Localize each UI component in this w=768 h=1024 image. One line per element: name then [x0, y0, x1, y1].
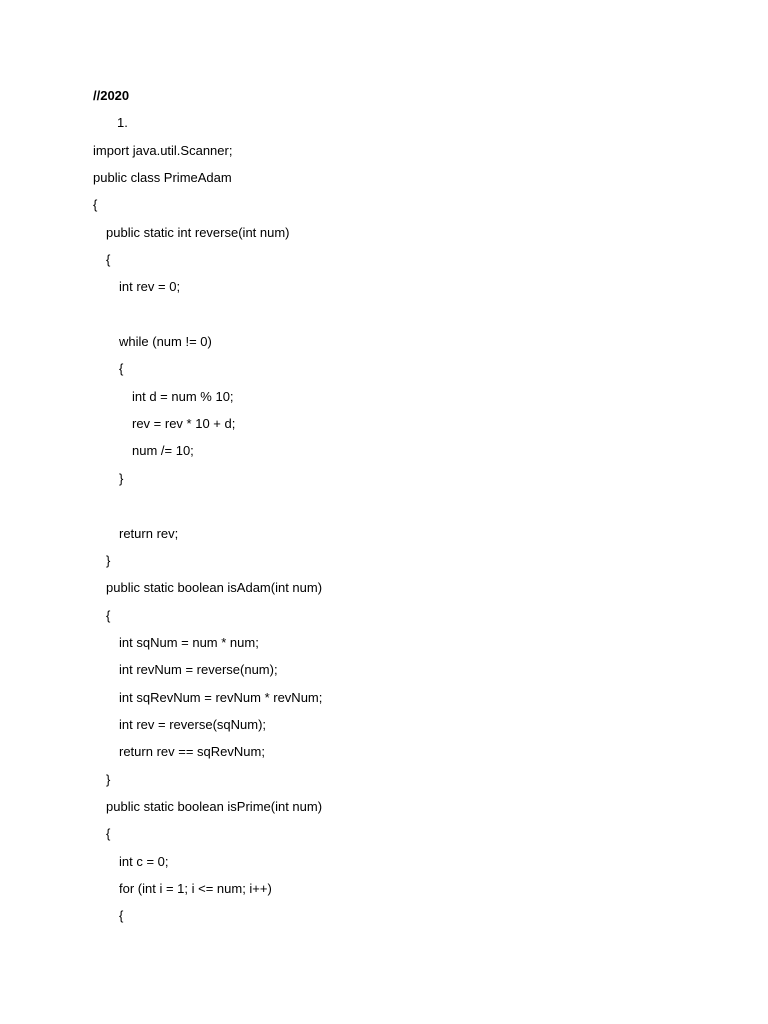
- code-line: {: [106, 252, 111, 268]
- code-line: return rev;: [119, 525, 179, 541]
- code-line: public class PrimeAdam: [93, 170, 232, 186]
- code-line: public static boolean isPrime(int num): [106, 798, 323, 814]
- code-line: import java.util.Scanner;: [93, 142, 233, 158]
- code-line: {: [106, 607, 111, 623]
- code-line: num /= 10;: [132, 443, 194, 459]
- code-line: int revNum = reverse(num);: [119, 662, 278, 678]
- code-line: }: [106, 552, 111, 568]
- code-line: {: [93, 197, 98, 213]
- code-line: }: [106, 771, 111, 787]
- code-line: int sqRevNum = revNum * revNum;: [119, 689, 323, 705]
- code-line: [93, 496, 713, 523]
- code-line: for (int i = 1; i <= num; i++): [119, 880, 272, 896]
- document-body: [93, 86, 713, 934]
- code-line: {: [106, 826, 111, 842]
- code-line: int rev = reverse(sqNum);: [119, 716, 267, 732]
- code-line: int sqNum = num * num;: [119, 634, 259, 650]
- code-line: [93, 305, 713, 332]
- code-line: int d = num % 10;: [132, 388, 234, 404]
- code-line: {: [119, 361, 124, 377]
- document-heading: //2020: [93, 88, 130, 103]
- code-line: while (num != 0): [119, 334, 212, 350]
- code-line: public static boolean isAdam(int num): [106, 580, 323, 596]
- code-line: {: [119, 908, 124, 924]
- code-line: public static int reverse(int num): [106, 224, 290, 240]
- code-line: int c = 0;: [119, 853, 169, 869]
- code-line: rev = rev * 10 + d;: [132, 416, 236, 432]
- code-line: int rev = 0;: [119, 279, 181, 295]
- code-block: [93, 141, 713, 934]
- code-line: }: [119, 470, 124, 486]
- code-line: return rev == sqRevNum;: [119, 744, 265, 760]
- list-marker: 1.: [117, 115, 128, 131]
